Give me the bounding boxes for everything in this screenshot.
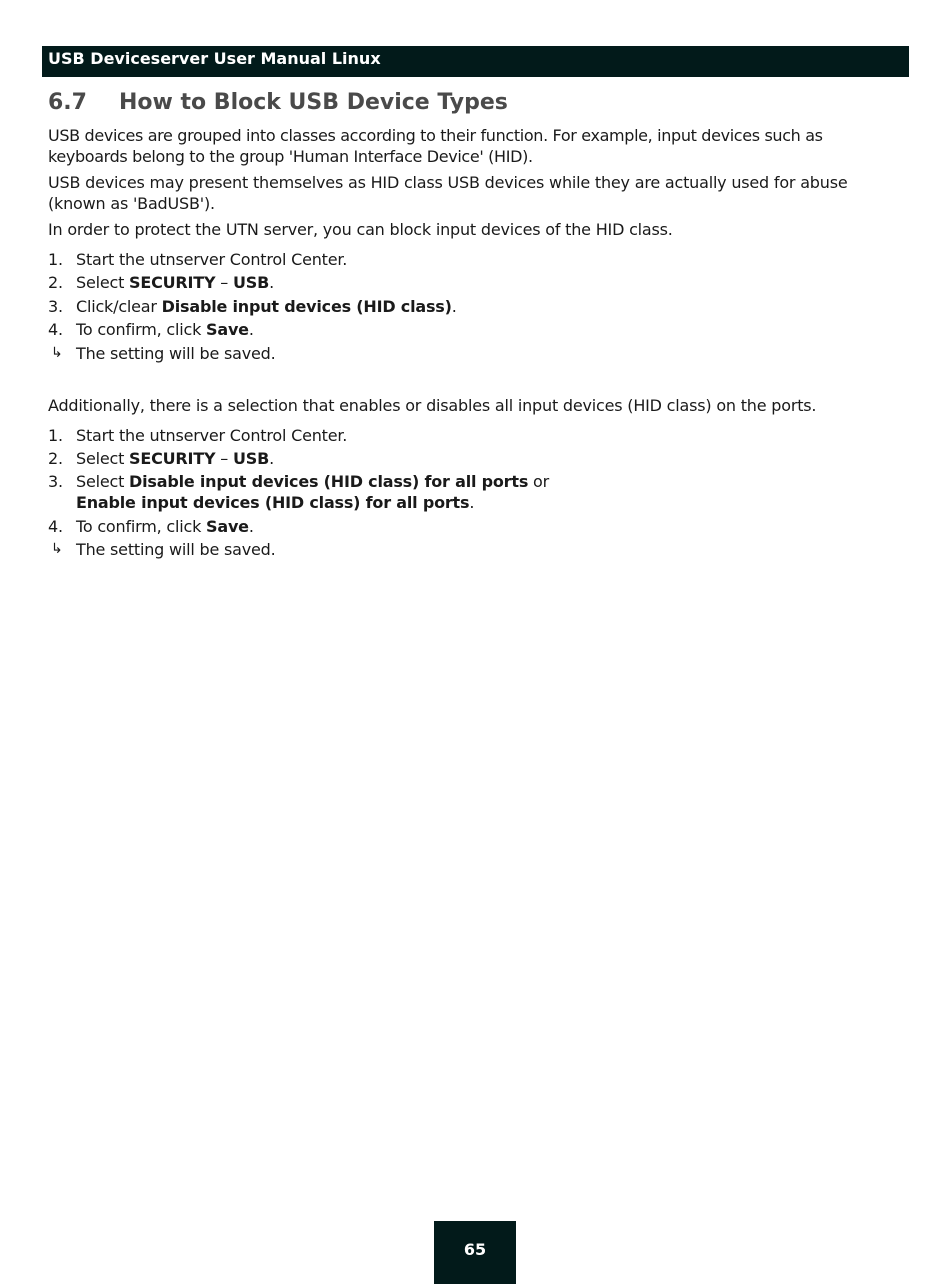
page-content xyxy=(48,88,906,560)
procedure-1-result xyxy=(48,343,906,364)
running-header xyxy=(42,46,909,77)
menu-path-usb: USB xyxy=(233,448,270,468)
step-text-plain: Select xyxy=(76,273,130,293)
list-item xyxy=(48,272,906,293)
option-disable-hid-all-ports: Disable input devices (HID class) for all ports xyxy=(129,472,529,492)
section-title: How to Block USB Device Types xyxy=(119,90,508,115)
step-text-plain: . xyxy=(248,516,254,536)
list-item xyxy=(48,471,906,513)
step-number: 2. xyxy=(48,448,63,468)
step-text xyxy=(76,272,274,293)
list-item xyxy=(48,319,906,340)
result-text: The setting will be saved. xyxy=(76,540,276,560)
step-text-plain: To confirm, click xyxy=(76,320,207,340)
step-text-plain: . xyxy=(469,493,475,513)
intro-paragraph-3: In order to protect the UTN server, you can block input devices of the HID class. xyxy=(48,220,673,239)
section-number: 6.7 xyxy=(48,90,87,115)
option-disable-hid: Disable input devices (HID class) xyxy=(161,296,452,316)
menu-path-usb: USB xyxy=(233,273,270,293)
step-text-plain: Select xyxy=(76,448,130,468)
list-item xyxy=(48,425,906,446)
step-text-plain: . xyxy=(269,448,275,468)
section-heading xyxy=(48,88,906,118)
step-text xyxy=(76,448,274,469)
step-number: 4. xyxy=(48,516,63,536)
option-enable-hid-all-ports: Enable input devices (HID class) for all ports xyxy=(76,493,470,513)
step-number: 2. xyxy=(48,273,63,293)
step-text: Start the utnserver Control Center. xyxy=(76,250,348,269)
result-arrow-icon: ↳ xyxy=(51,344,63,361)
menu-path-security: SECURITY xyxy=(129,273,216,293)
menu-path-security: SECURITY xyxy=(129,448,216,468)
procedure-1-list xyxy=(48,249,906,340)
procedure-2-list xyxy=(48,425,906,537)
list-item xyxy=(48,249,906,270)
result-arrow-icon: ↳ xyxy=(51,541,63,558)
page-number-box xyxy=(434,1221,516,1284)
header-title: USB Deviceserver User Manual Linux xyxy=(48,48,381,68)
step-text xyxy=(76,516,254,537)
step-text-plain: To confirm, click xyxy=(76,516,207,536)
list-item xyxy=(48,516,906,537)
step-text-plain: . xyxy=(451,296,457,316)
intro-paragraph-1: USB devices are grouped into classes according to their function. For example, input devices such as keyboards belong to the group 'Human Interface Device' (HID). xyxy=(48,126,823,166)
step-number: 1. xyxy=(48,250,63,269)
step-text-plain: . xyxy=(269,273,275,293)
step-text-plain: Click/clear xyxy=(76,296,162,316)
save-label: Save xyxy=(206,516,249,536)
step-text xyxy=(76,296,457,317)
step-number: 3. xyxy=(48,472,63,492)
step-text-plain: or xyxy=(528,472,549,492)
menu-path-separator: – xyxy=(215,448,233,468)
result-text: The setting will be saved. xyxy=(76,343,276,363)
list-item xyxy=(48,296,906,317)
step-number: 1. xyxy=(48,425,63,445)
menu-path-separator: – xyxy=(215,273,233,293)
step-text xyxy=(76,471,549,513)
step-text: Start the utnserver Control Center. xyxy=(76,425,348,445)
step-text-plain: . xyxy=(248,320,254,340)
page-number: 65 xyxy=(463,1240,487,1259)
additional-paragraph: Additionally, there is a selection that enables or disables all input devices (HID class) on the ports. xyxy=(48,395,817,415)
step-number: 4. xyxy=(48,320,63,340)
step-text-plain: Select xyxy=(76,472,130,492)
step-number: 3. xyxy=(48,296,63,316)
intro-paragraph-2: USB devices may present themselves as HID class USB devices while they are actually used for abuse (known as 'BadUSB'). xyxy=(48,173,848,213)
step-text xyxy=(76,319,254,340)
save-label: Save xyxy=(206,320,249,340)
procedure-2-result xyxy=(48,539,906,560)
list-item xyxy=(48,448,906,469)
